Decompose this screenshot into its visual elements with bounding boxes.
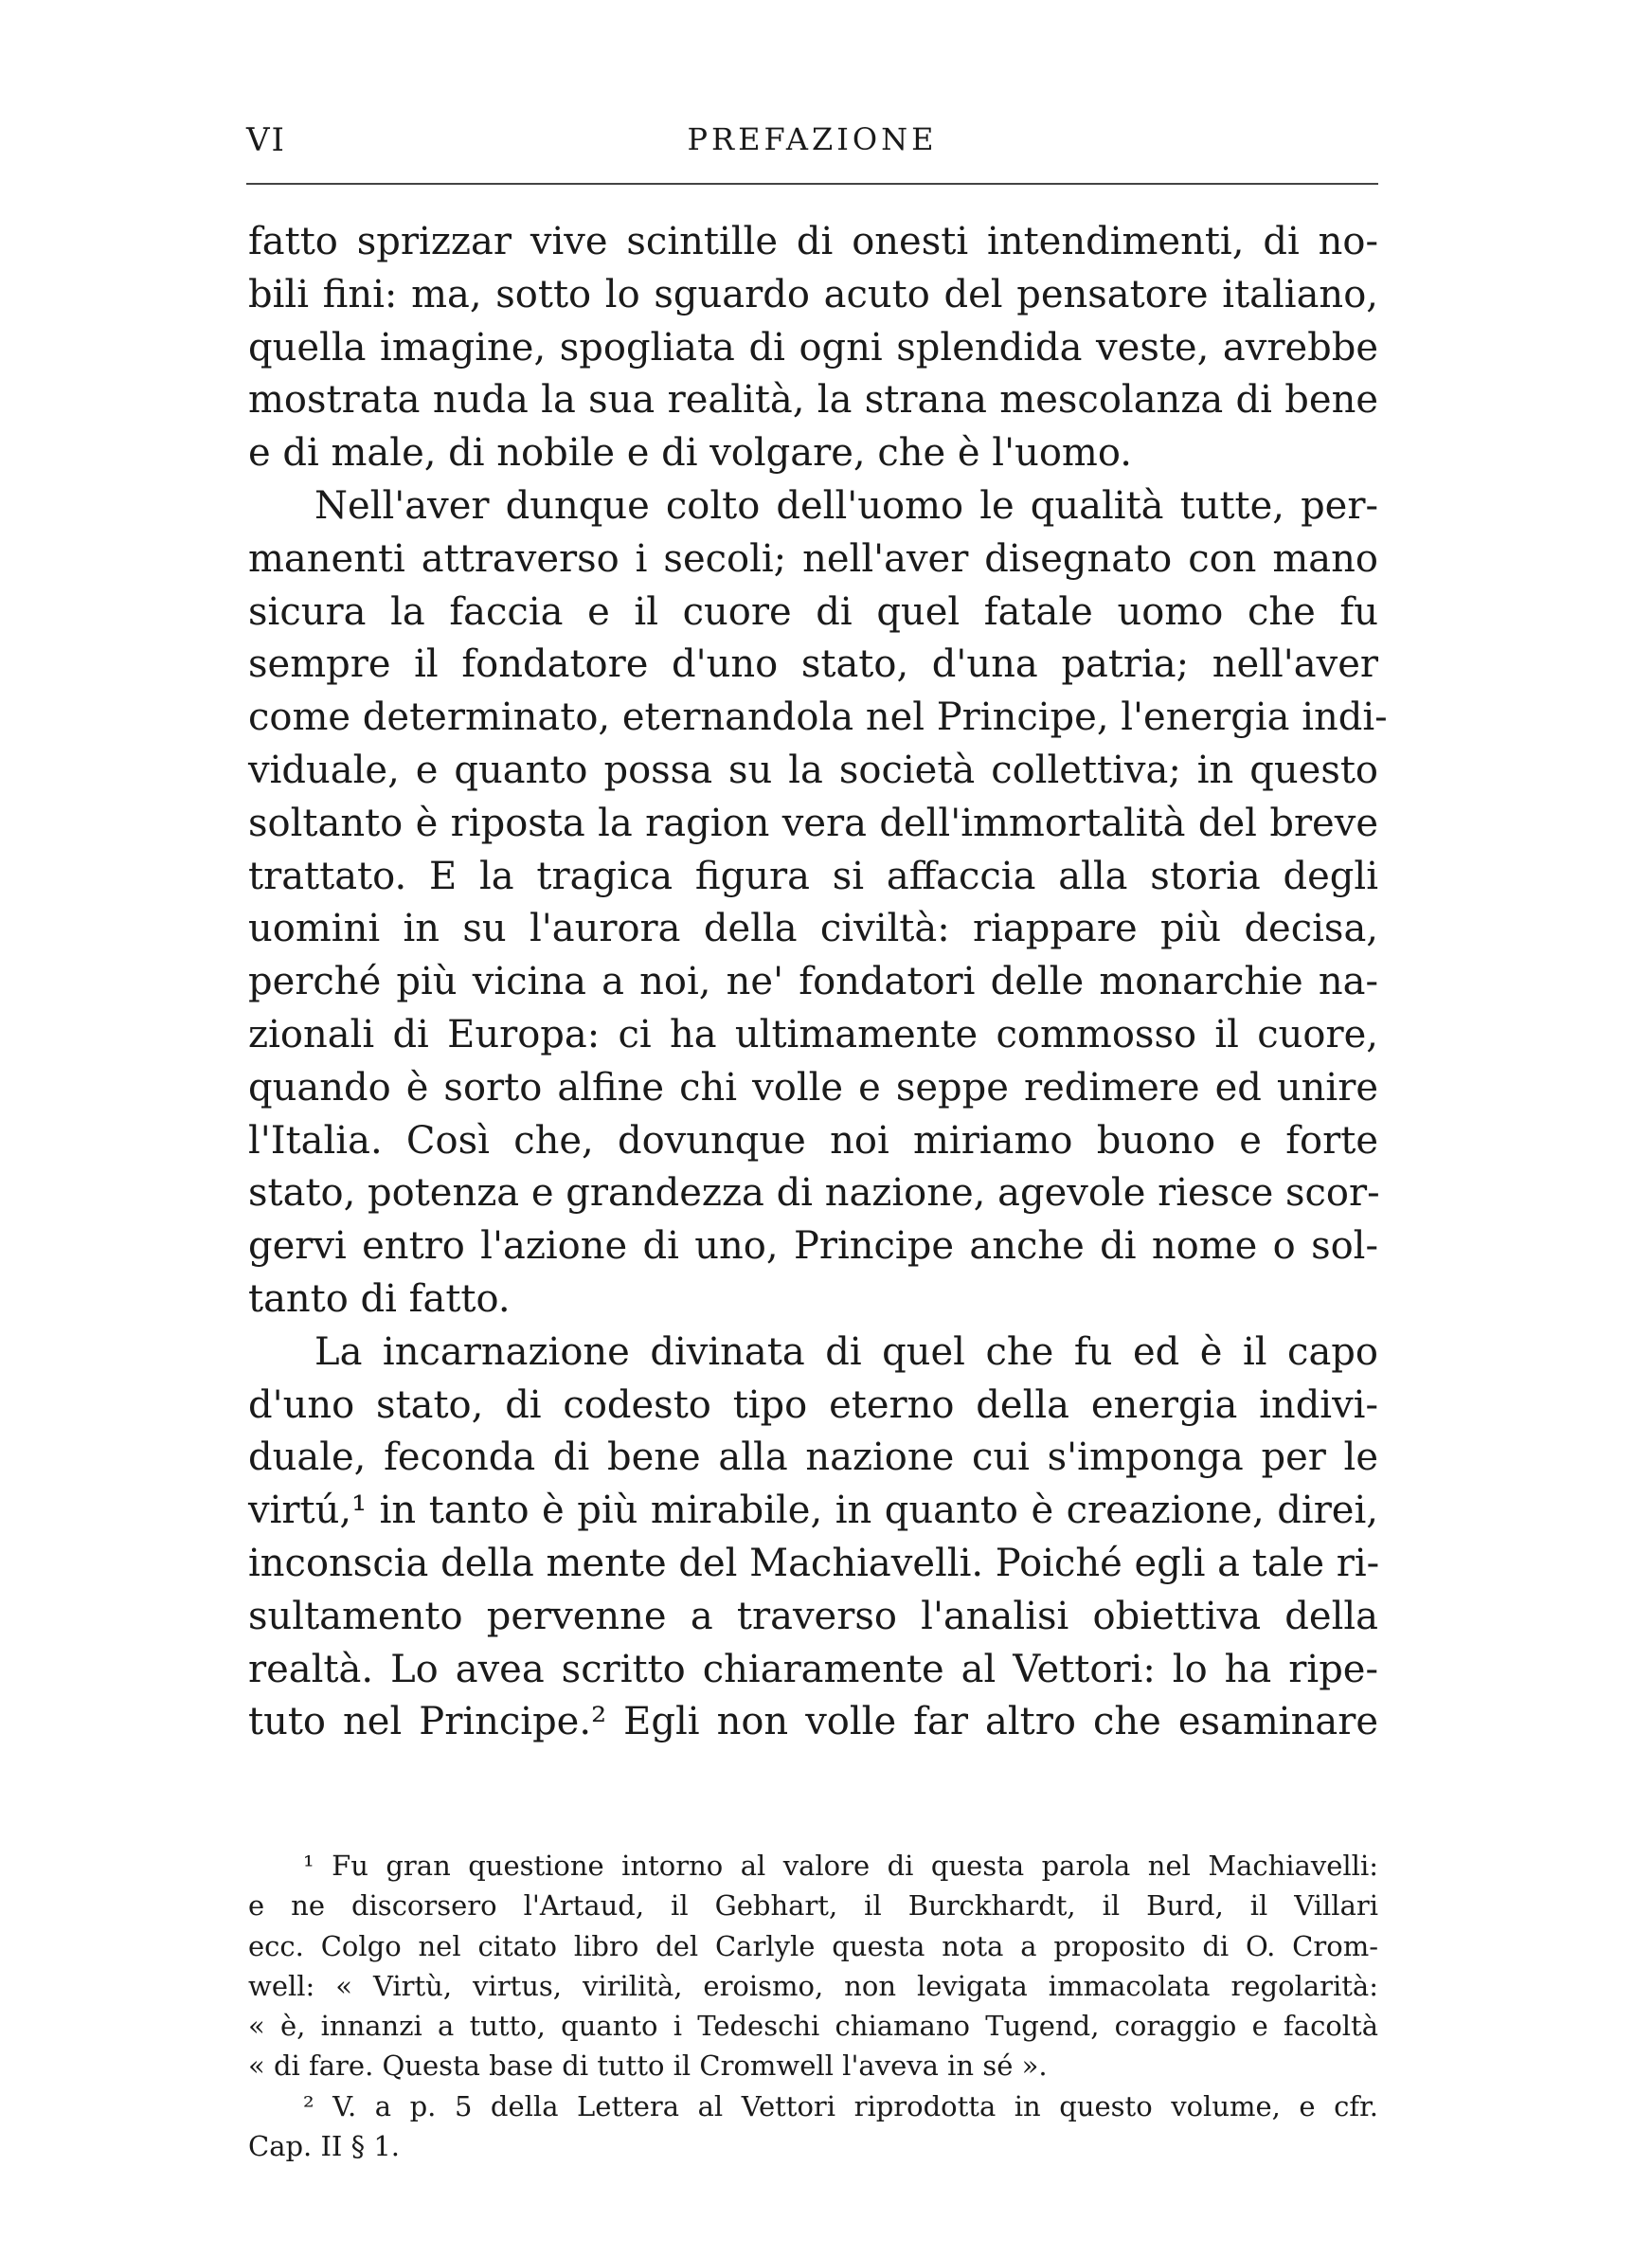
running-title: PREFAZIONE (687, 121, 938, 157)
footnotes (248, 1846, 1378, 2166)
body-line: d'uno stato, di codesto tipo eterno della energia indivi- (248, 1382, 1378, 1427)
body-line: l'Italia. Così che, dovunque noi miriamo buono e forte (248, 1118, 1378, 1163)
footnote-line: Cap. II § 1. (248, 2130, 400, 2163)
footnote-line: ecc. Colgo nel citato libro del Carlyle questa nota a proposito di O. Crom- (248, 1929, 1378, 1962)
footnote-line: « è, innanzi a tutto, quanto i Tedeschi chiamano Tugend, coraggio e facoltà (248, 2010, 1378, 2043)
body-line: bili fini: ma, sotto lo sguardo acuto del pensatore italiano, (248, 272, 1378, 316)
footnote-line: « di fare. Questa base di tutto il Cromwell l'aveva in sé ». (248, 2049, 1048, 2083)
body-line: viduale, e quanto possa su la società collettiva; in questo (248, 748, 1378, 792)
body-line: zionali di Europa: ci ha ultimamente commosso il cuore, (248, 1012, 1378, 1056)
body-line: quando è sorto alfine chi volle e seppe redimere ed unire (248, 1065, 1378, 1110)
body-text (248, 216, 1388, 1749)
body-line: duale, feconda di bene alla nazione cui s'imponga per le (248, 1435, 1378, 1480)
body-line: manenti attraverso i secoli; nell'aver disegnato con mano (248, 536, 1378, 581)
footnote-line: ¹ Fu gran questione intorno al valore di questa parola nel Machiavelli: (303, 1850, 1378, 1882)
body-line: stato, potenza e grandezza di nazione, agevole riesce scor- (248, 1171, 1380, 1216)
footnote-line: well: « Virtù, virtus, virilità, eroismo, non levigata immacolata regolarità: (248, 1969, 1378, 2002)
body-line: tanto di fatto. (248, 1276, 511, 1321)
body-line: La incarnazione divinata di quel che fu ed è il capo (314, 1329, 1378, 1374)
page-header (246, 121, 1378, 178)
body-line: quella imagine, spogliata di ogni splendida veste, avrebbe (248, 325, 1378, 370)
header-rule (246, 183, 1378, 185)
body-line: sempre il fondatore d'uno stato, d'una patria; nell'aver (248, 642, 1378, 687)
footnote-line: e ne discorsero l'Artaud, il Gebhart, il Burckhardt, il Burd, il Villari (248, 1889, 1378, 1923)
body-line: tuto nel Principe.² Egli non volle far altro che esaminare (248, 1700, 1378, 1744)
body-line: virtú,¹ in tanto è più mirabile, in quanto è creazione, direi, (248, 1489, 1378, 1533)
body-line: fatto sprizzar vive scintille di onesti intendimenti, di no- (248, 220, 1378, 263)
body-line: inconscia della mente del Machiavelli. Poiché egli a tale ri- (248, 1541, 1380, 1585)
body-line: mostrata nuda la sua realità, la strana mescolanza di bene (248, 378, 1378, 423)
body-line: realtà. Lo avea scritto chiaramente al Vettori: lo ha ripe- (248, 1647, 1378, 1691)
body-line: trattato. E la tragica figura si affaccia alla storia degli (248, 854, 1378, 898)
page-number: VI (246, 121, 286, 159)
body-line: soltanto è riposta la ragion vera dell'immortalità del breve (248, 801, 1378, 845)
body-line: e di male, di nobile e di volgare, che è l'uomo. (248, 431, 1132, 476)
body-line: uomini in su l'aurora della civiltà: riappare più decisa, (248, 907, 1378, 951)
body-line: sultamento pervenne a traverso l'analisi obiettiva della (248, 1594, 1378, 1638)
body-line: Nell'aver dunque colto dell'uomo le qualità tutte, per- (314, 483, 1378, 528)
body-line: sicura la faccia e il cuore di quel fatale uomo che fu (248, 589, 1378, 634)
body-line: gervi entro l'azione di uno, Principe anche di nome o sol- (248, 1224, 1378, 1269)
body-line: come determinato, eternandola nel Principe, l'energia indi- (248, 695, 1388, 740)
body-line: perché più vicina a noi, ne' fondatori delle monarchie na- (248, 960, 1378, 1004)
footnote-line: ² V. a p. 5 della Lettera al Vettori riprodotta in questo volume, e cfr. (303, 2089, 1378, 2122)
